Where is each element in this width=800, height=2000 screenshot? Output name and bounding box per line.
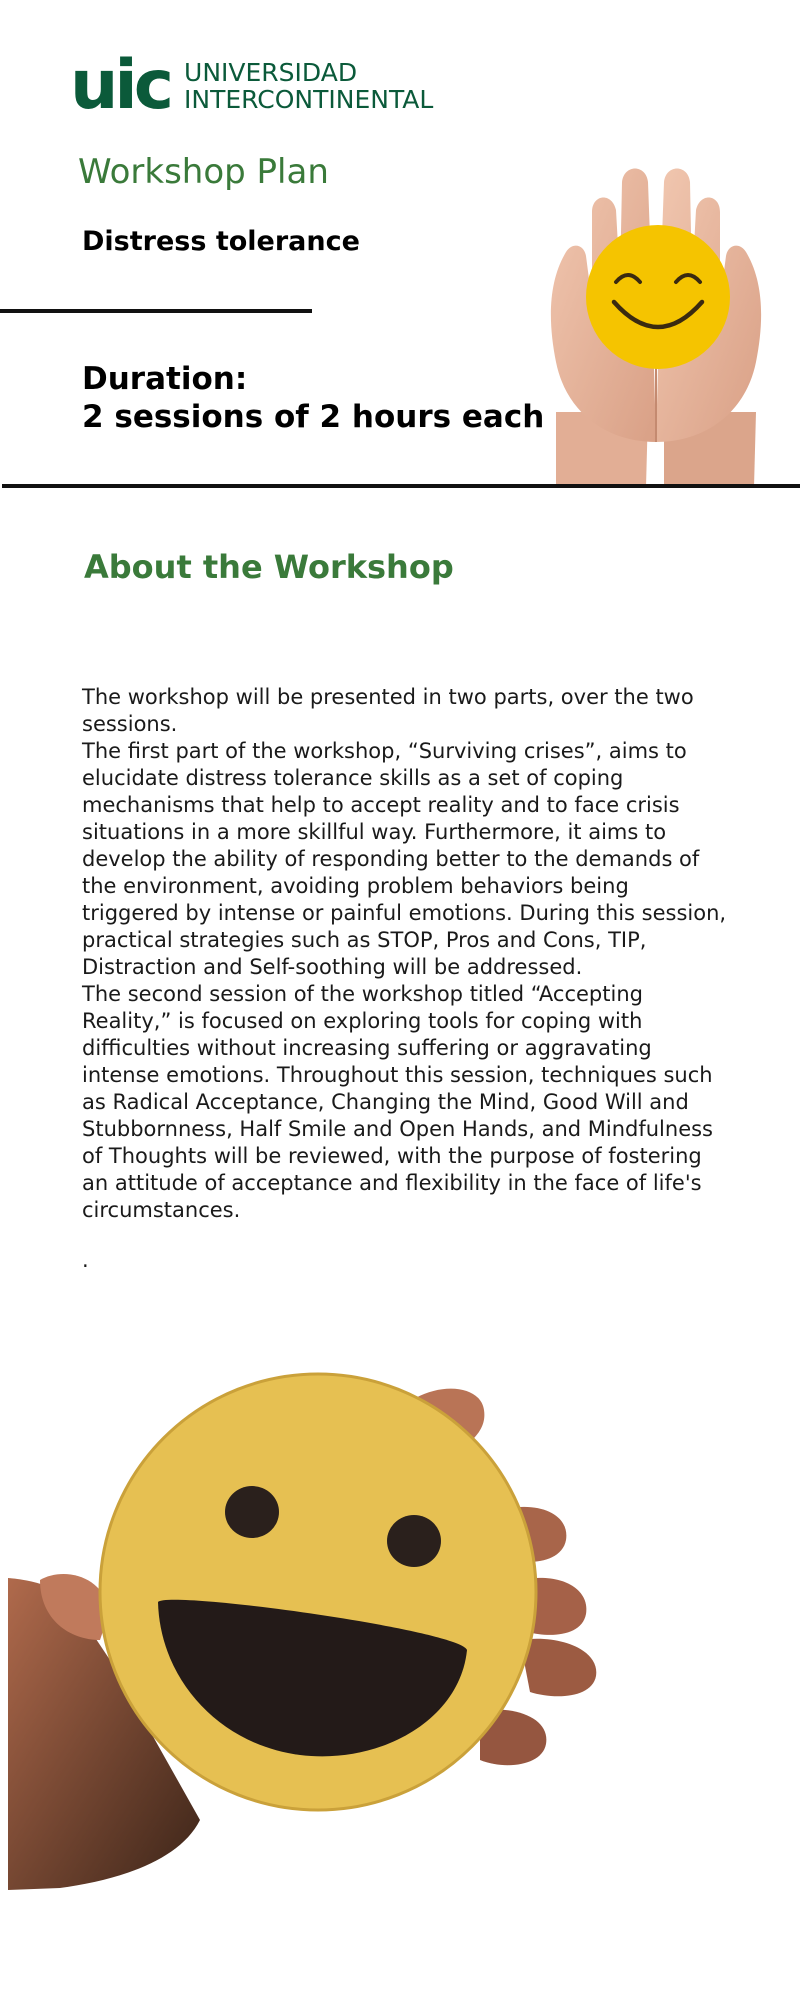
divider-short — [0, 309, 312, 313]
about-paragraph-2: The first part of the workshop, “Surviving crises”, aims to elucidate distress tolerance skills as a set of coping mechanisms that help to accept reality and to face crisis situations in a more skillful way. Furthermore, it aims to develop the ability of responding better to the demands of the environment, avoiding problem behaviors being triggered by intense or painful emotions. During this session, practical strategies such as STOP, Pros and Cons, TIP, Distraction and Self-soothing will be addressed. — [82, 739, 727, 979]
about-paragraph-3: The second session of the workshop titled “Accepting Reality,” is focused on exploring tools for coping with difficulties without increasing suffering or aggravating intense emotions. Throughout this session, techniques such as Radical Acceptance, Changing the Mind, Good Will and Stubbornness, Half Smile and Open Hands, and Mindfulness of Thoughts will be reviewed, with the purpose of fostering an attitude of acceptance and flexibility in the face of life's circumstances. — [82, 982, 713, 1222]
about-body — [82, 684, 732, 1224]
divider-long — [2, 484, 800, 488]
about-heading: About the Workshop — [84, 548, 454, 586]
duration-value: 2 sessions of 2 hours each — [82, 399, 545, 435]
logo-line-2: INTERCONTINENTAL — [184, 85, 434, 114]
duration-block — [82, 360, 544, 436]
university-logo — [70, 46, 434, 125]
logo-line-1: UNIVERSIDAD — [184, 58, 358, 87]
workshop-name: Distress tolerance — [82, 226, 360, 257]
about-paragraph-1: The workshop will be presented in two parts, over the two sessions. — [82, 685, 694, 736]
page-title: Workshop Plan — [78, 152, 329, 192]
duration-label: Duration: — [82, 361, 248, 397]
trailing-dot: . — [82, 1248, 89, 1272]
logo-wordmark — [184, 59, 433, 113]
hand-holding-paper-smiley-icon — [0, 1340, 610, 1920]
hands-holding-smiley-icon — [536, 152, 776, 487]
logo-mark: uic — [70, 46, 171, 125]
